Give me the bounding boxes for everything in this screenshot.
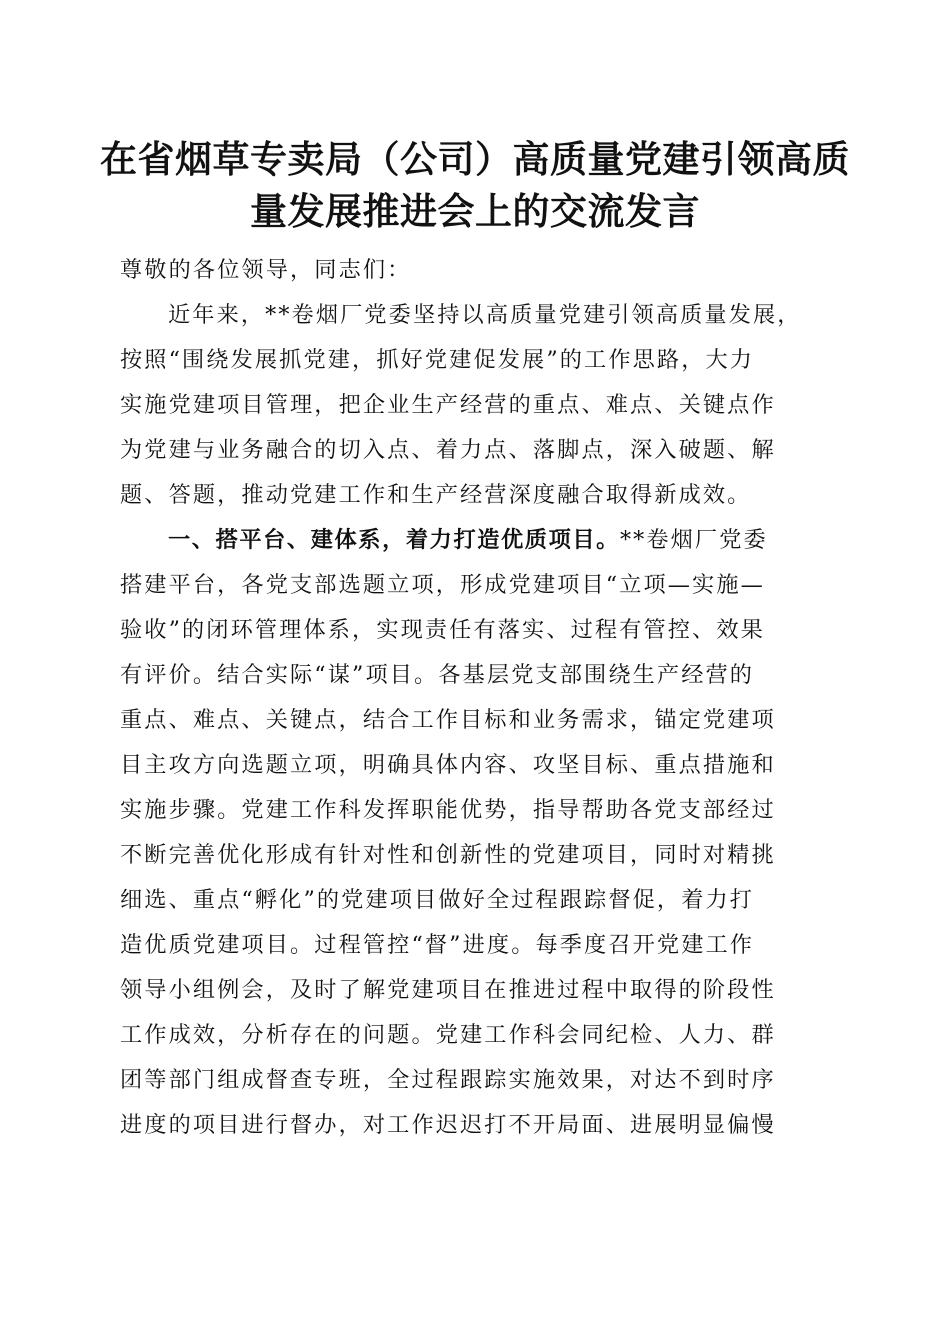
paragraph-line: 题、答题，推动党建工作和生产经营深度融合取得新成效。 bbox=[120, 482, 752, 508]
paragraph-line: 重点、难点、关键点，结合工作目标和业务需求，锚定党建项 bbox=[120, 707, 776, 733]
paragraph-line: 工作成效，分析存在的问题。党建工作科会同纪检、人力、群 bbox=[120, 1022, 776, 1048]
salutation: 尊敬的各位领导，同志们： bbox=[120, 257, 412, 283]
section-one-paragraph bbox=[120, 518, 840, 1148]
section-heading: 一、搭平台、建体系，着力打造优质项目。 bbox=[168, 527, 620, 553]
paragraph-line: 搭建平台，各党支部选题立项，形成党建项目“立项—实施— bbox=[120, 572, 765, 598]
paragraph-line: 团等部门组成督查专班，全过程跟踪实施效果，对达不到时序 bbox=[120, 1067, 776, 1093]
document-body bbox=[120, 248, 840, 1148]
paragraph-line: 进度的项目进行督办，对工作迟迟打不开局面、进展明显偏慢 bbox=[120, 1112, 776, 1138]
section-first-line-text: **卷烟厂党委 bbox=[619, 527, 768, 553]
section-first-line bbox=[120, 518, 840, 563]
paragraph-line: 有评价。结合实际“谋”项目。各基层党支部围绕生产经营的 bbox=[120, 662, 755, 688]
paragraph-line: 造优质党建项目。过程管控“督”进度。每季度召开党建工作 bbox=[120, 932, 755, 958]
title-line: 在省烟草专卖局（公司）高质量党建引领高质 bbox=[100, 137, 850, 181]
paragraph-line: 领导小组例会，及时了解党建项目在推进过程中取得的阶段性 bbox=[120, 977, 776, 1003]
paragraph-line: 为党建与业务融合的切入点、着力点、落脚点，深入破题、解 bbox=[120, 437, 776, 463]
paragraph-line: 实施步骤。党建工作科发挥职能优势，指导帮助各党支部经过 bbox=[120, 797, 776, 823]
title-line: 量发展推进会上的交流发言 bbox=[250, 189, 700, 233]
paragraph-line: 细选、重点“孵化”的党建项目做好全过程跟踪督促，着力打 bbox=[120, 887, 755, 913]
intro-paragraph bbox=[120, 293, 840, 518]
paragraph-line: 按照“围绕发展抓党建，抓好党建促发展”的工作思路，大力 bbox=[120, 347, 755, 373]
document-title bbox=[100, 133, 850, 237]
paragraph-line: 验收”的闭环管理体系，实现责任有落实、过程有管控、效果 bbox=[120, 617, 765, 643]
paragraph-line: 实施党建项目管理，把企业生产经营的重点、难点、关键点作 bbox=[120, 392, 776, 418]
paragraph-line: 近年来，**卷烟厂党委坚持以高质量党建引领高质量发展， bbox=[168, 302, 802, 328]
paragraph-line: 不断完善优化形成有针对性和创新性的党建项目，同时对精挑 bbox=[120, 842, 776, 868]
paragraph-line: 目主攻方向选题立项，明确具体内容、攻坚目标、重点措施和 bbox=[120, 752, 776, 778]
